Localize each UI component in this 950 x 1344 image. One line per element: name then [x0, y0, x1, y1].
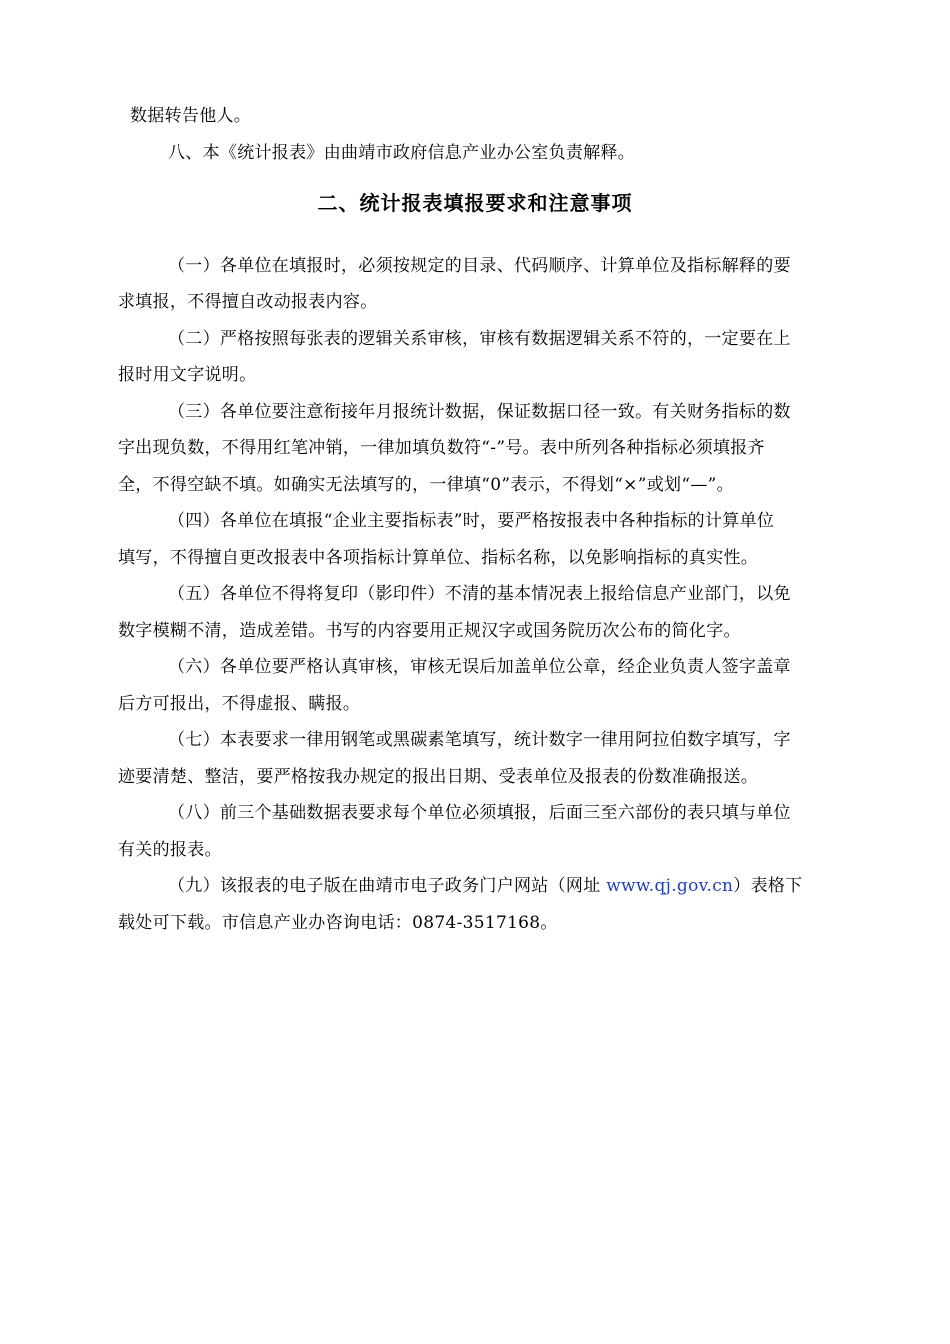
paragraph-line: 载处可下载。市信息产业办咨询电话：0874-3517168。: [118, 913, 558, 933]
paragraph-line: （五）各单位不得将复印（影印件）不清的基本情况表上报给信息产业部门，以免: [168, 584, 791, 604]
paragraph-line: 有关的报表。: [118, 840, 222, 860]
text-segment: （九）该报表的电子版在曲靖市电子政务门户网站（网址: [168, 876, 607, 896]
section-title: 二、统计报表填报要求和注意事项: [317, 191, 633, 215]
paragraph-line: （三）各单位要注意衔接年月报统计数据，保证数据口径一致。有关财务指标的数: [168, 402, 791, 422]
paragraph-line: 报时用文字说明。: [118, 365, 257, 385]
paragraph-line: [168, 874, 802, 898]
paragraph-line: （四）各单位在填报“企业主要指标表”时，要严格按报表中各种指标的计算单位: [168, 511, 775, 531]
website-link[interactable]: www.qj.gov.cn: [606, 876, 734, 896]
paragraph-line: 数字模糊不清，造成差错。书写的内容要用正规汉字或国务院历次公布的简化字。: [118, 621, 741, 641]
paragraph-line: 迹要清楚、整洁，要严格按我办规定的报出日期、受表单位及报表的份数准确报送。: [118, 767, 759, 787]
paragraph-line: 数据转告他人。: [130, 106, 252, 126]
paragraph-line: （二）严格按照每张表的逻辑关系审核，审核有数据逻辑关系不符的，一定要在上: [168, 329, 791, 349]
paragraph-line: （八）前三个基础数据表要求每个单位必须填报，后面三至六部份的表只填与单位: [168, 803, 791, 823]
paragraph-line: 全，不得空缺不填。如确实无法填写的，一律填“0”表示，不得划“×”或划“—”。: [118, 475, 734, 495]
paragraph-line: 填写，不得擅自更改报表中各项指标计算单位、指标名称，以免影响指标的真实性。: [118, 548, 759, 568]
paragraph-line: （七）本表要求一律用钢笔或黑碳素笔填写，统计数字一律用阿拉伯数字填写，字: [168, 730, 791, 750]
paragraph-line: （六）各单位要严格认真审核，审核无误后加盖单位公章，经企业负责人签字盖章: [168, 657, 791, 677]
text-segment: ）表格下: [733, 876, 803, 896]
paragraph-line: 八、本《统计报表》由曲靖市政府信息产业办公室负责解释。: [168, 143, 636, 163]
paragraph-line: 字出现负数，不得用红笔冲销，一律加填负数符“-”号。表中所列各种指标必须填报齐: [118, 438, 765, 458]
paragraph-line: 求填报，不得擅自改动报表内容。: [118, 292, 378, 312]
paragraph-line: 后方可报出，不得虚报、瞒报。: [118, 694, 361, 714]
paragraph-line: （一）各单位在填报时，必须按规定的目录、代码顺序、计算单位及指标解释的要: [168, 256, 791, 276]
